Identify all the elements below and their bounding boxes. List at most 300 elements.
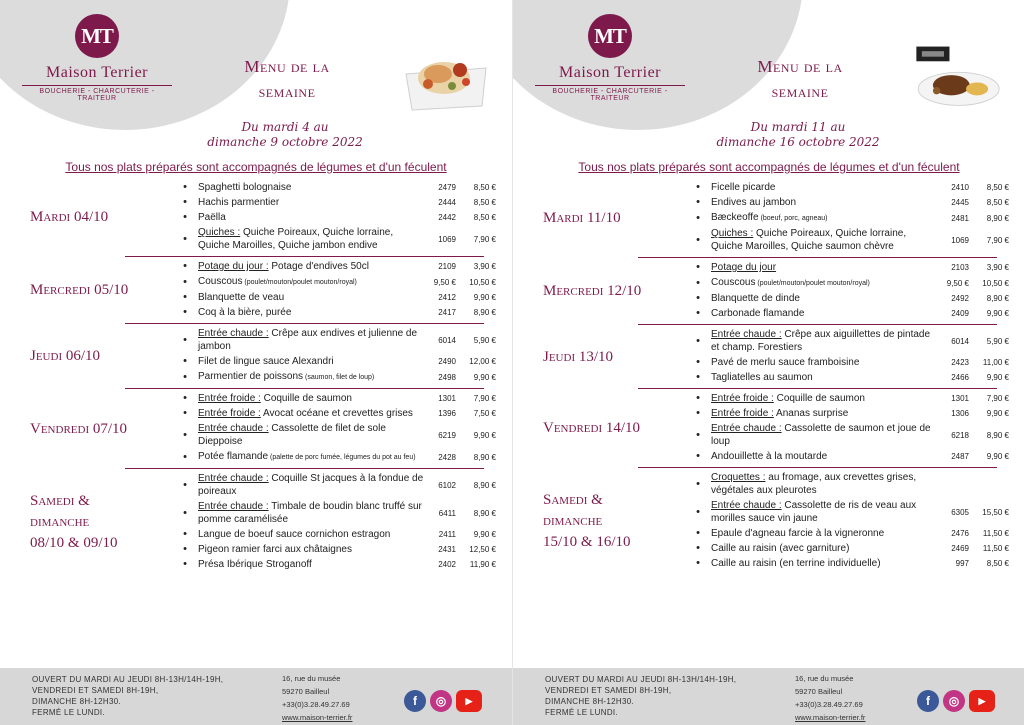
dish-price: 8,90 € (473, 480, 496, 490)
dish-price: 8,50 € (473, 183, 496, 192)
menu-title-line1: Menu de la (757, 57, 843, 76)
dish-list (172, 469, 500, 576)
dish-row (685, 498, 1013, 526)
bullet: • (183, 407, 187, 419)
dish-name (711, 261, 939, 274)
dish-code: 2445 (951, 198, 969, 207)
dish-name (711, 499, 939, 525)
bullet: • (696, 211, 700, 224)
dish-text: Spaghetti bolognaise (198, 182, 292, 193)
dish-code: 2410 (951, 183, 969, 192)
dish-category: Quiches : (198, 227, 241, 238)
menu-title-line2: semaine (258, 82, 316, 101)
dish-name (711, 557, 939, 570)
day-label (0, 257, 172, 324)
dish-name (711, 227, 939, 253)
opening-hours (545, 674, 785, 718)
dish-text: Cassolette de ris de veau aux morilles sauce vin jaune (711, 500, 917, 524)
dish-text: Crêpe aux endives et julienne de jambon (198, 328, 418, 352)
dish-code: 6102 (438, 480, 456, 490)
logo-tagline: BOUCHERIE - CHARCUTERIE - TRAITEUR (22, 85, 172, 102)
dish-name (711, 422, 939, 448)
dish-note: (saumon, filet de loup) (303, 374, 375, 381)
dish-code: 1396 (438, 409, 456, 418)
bullet: • (696, 261, 700, 273)
dish-price: 10,50 € (469, 277, 496, 287)
dates-line1: Du mardi 4 au (241, 120, 329, 134)
dish-name (711, 392, 939, 405)
day-section (513, 258, 1024, 325)
dish-category: Entrée froide : (198, 393, 261, 404)
dish-price: 9,90 € (986, 309, 1009, 318)
dish-row (685, 470, 1013, 498)
day-label (513, 468, 685, 575)
hours-line: OUVERT DU MARDI AU JEUDI 8H-13H/14H-19H, (32, 675, 224, 684)
facebook-icon[interactable]: f (917, 690, 939, 712)
dish-name (198, 528, 426, 541)
dish-price: 9,90 € (473, 372, 496, 382)
day-label (513, 325, 685, 389)
dish-price: 8,50 € (473, 213, 496, 222)
dish-price: 8,90 € (986, 213, 1009, 223)
dish-code: 6014 (438, 335, 456, 345)
dish-code: 2103 (951, 263, 969, 272)
dates-line1: Du mardi 11 au (750, 120, 846, 134)
dish-list (685, 389, 1013, 468)
bullet: • (696, 527, 700, 539)
dish-name (711, 407, 939, 420)
dish-name (198, 500, 426, 526)
day-label-line: Mercredi 05/10 (30, 282, 129, 298)
dish-list (685, 468, 1013, 575)
youtube-icon[interactable]: ▶ (456, 690, 482, 712)
dish-price: 9,90 € (473, 293, 496, 302)
dish-row (685, 556, 1013, 571)
dish-text: au fromage, aux crevettes grises, végétales aux pleurotes (711, 472, 917, 496)
bullet: • (696, 557, 700, 569)
dish-name (711, 471, 939, 497)
bullet: • (696, 307, 700, 319)
youtube-icon[interactable]: ▶ (969, 690, 995, 712)
dish-category: Croquettes : (711, 472, 766, 483)
dish-name (198, 226, 426, 252)
dish-row (685, 291, 1013, 306)
address-line2: 59270 Bailleul (282, 687, 330, 696)
dish-category: Potage du jour (711, 262, 777, 273)
dish-text: Crêpe aux aiguillettes de pintade et champ. Forestiers (711, 329, 931, 353)
dish-row (685, 541, 1013, 556)
dish-name (198, 450, 426, 464)
dish-price: 9,90 € (986, 452, 1009, 461)
dish-name (711, 196, 939, 209)
bullet: • (183, 333, 187, 346)
dish-category: Entrée chaude : (198, 423, 269, 434)
dish-price: 8,90 € (473, 508, 496, 518)
accompaniment-note: Tous nos plats préparés sont accompagnés de légumes et d'un féculent (578, 160, 960, 174)
bullet: • (183, 478, 187, 491)
day-label-line: Mardi 11/10 (543, 209, 621, 226)
dish-text: Couscous (198, 276, 243, 287)
dish-code: 2490 (438, 357, 456, 366)
bullet: • (696, 356, 700, 368)
bullet: • (696, 196, 700, 208)
dish-text: Couscous (711, 277, 756, 288)
dish-text: Andouillette à la moutarde (711, 451, 828, 462)
dish-text: Parmentier de poissons (198, 371, 304, 382)
footer (0, 668, 512, 725)
phone: +33(0)3.28.49.27.69 (282, 700, 350, 709)
dish-code: 2417 (438, 308, 456, 317)
dish-text: Blanquette de veau (198, 292, 285, 303)
dish-list (172, 178, 500, 257)
dish-list (172, 257, 500, 324)
dish-code: 2481 (951, 213, 969, 223)
website-link[interactable]: www.maison-terrier.fr (795, 713, 866, 722)
dish-text: Pavé de merlu sauce framboisine (711, 357, 860, 368)
dish-price: 5,90 € (473, 335, 496, 345)
dish-price: 7,90 € (473, 394, 496, 403)
dish-row (685, 327, 1013, 355)
dish-category: Quiches : (711, 228, 754, 239)
menu-title-line2: semaine (771, 82, 829, 101)
dish-row (685, 180, 1013, 195)
hours-line: VENDREDI ET SAMEDI 8H-19H, (32, 686, 159, 695)
bullet: • (183, 181, 187, 193)
dish-text: Filet de lingue sauce Alexandri (198, 356, 334, 367)
dish-text: Timbale de boudin blanc truffé sur pomme caramélisée (198, 501, 422, 525)
dish-category: Entrée chaude : (198, 473, 269, 484)
dish-row (172, 406, 500, 421)
social-links (404, 690, 482, 712)
dish-code: 6014 (951, 336, 969, 346)
dish-row (172, 391, 500, 406)
facebook-icon[interactable]: f (404, 690, 426, 712)
hours-line: FERMÉ LE LUNDI. (545, 708, 618, 717)
dish-text: Tagliatelles au saumon (711, 372, 813, 383)
bullet: • (183, 232, 187, 245)
dish-name (711, 527, 939, 540)
day-label (513, 389, 685, 468)
hours-line: OUVERT DU MARDI AU JEUDI 8H-13H/14H-19H, (545, 675, 737, 684)
bullet: • (183, 196, 187, 208)
dish-price: 11,50 € (982, 544, 1009, 553)
dish-price: 8,50 € (473, 198, 496, 207)
dish-category: Potage du jour : (198, 261, 269, 272)
dish-row (685, 421, 1013, 449)
dish-price: 3,90 € (986, 263, 1009, 272)
dish-text: Pigeon ramier farci aux châtaignes (198, 544, 352, 555)
day-label-line: Jeudi 13/10 (543, 348, 614, 365)
dish-text: Endives au jambon (711, 197, 797, 208)
day-label-line: Vendredi 07/10 (30, 420, 128, 437)
day-label-line: Vendredi 14/10 (543, 420, 641, 436)
dish-text: Quiche Poireaux, Quiche lorraine, Quiche Maroilles, Quiche saumon chèvre (711, 228, 907, 252)
dish-name (711, 276, 939, 290)
dish-text: Potée flamande (198, 451, 269, 462)
dish-price: 7,90 € (473, 234, 496, 244)
day-section (0, 469, 512, 576)
dish-code: 1301 (438, 394, 456, 403)
bullet: • (183, 543, 187, 555)
day-label (0, 469, 172, 576)
day-section (513, 468, 1024, 575)
footer (513, 668, 1024, 725)
day-list (513, 178, 1024, 575)
dish-code: 1069 (951, 235, 969, 245)
dish-name (198, 392, 426, 405)
dish-text: Coquille St jacques à la fondue de poireaux (198, 473, 424, 497)
address-line2: 59270 Bailleul (795, 687, 843, 696)
dish-price: 9,90 € (473, 430, 496, 440)
dish-code: 2442 (438, 213, 456, 222)
dish-photo (909, 40, 1001, 112)
menu-title (735, 54, 865, 104)
bullet: • (183, 355, 187, 367)
dish-code: 2412 (438, 293, 456, 302)
dish-row (172, 274, 500, 290)
menu-dates (200, 120, 370, 150)
logo-tagline: BOUCHERIE - CHARCUTERIE - TRAITEUR (535, 85, 685, 102)
dish-code: 997 (955, 559, 969, 568)
dish-category: Entrée chaude : (198, 501, 269, 512)
dish-text: Coq à la bière, purée (198, 307, 292, 318)
dish-price: 9,90 € (473, 530, 496, 539)
dish-text: Caille au raisin (en terrine individuelle) (711, 558, 881, 569)
dish-code: 9,50 € (946, 278, 969, 288)
dish-row (685, 226, 1013, 254)
day-section (513, 178, 1024, 258)
dish-row (172, 557, 500, 572)
dish-row (685, 370, 1013, 385)
accompaniment-note: Tous nos plats préparés sont accompagnés de légumes et d'un féculent (65, 160, 447, 174)
bullet: • (696, 371, 700, 383)
dish-name (198, 472, 426, 498)
dish-name (198, 196, 426, 209)
dish-text: Langue de boeuf sauce cornichon estragon (198, 529, 391, 540)
dish-price: 8,50 € (986, 183, 1009, 192)
dish-price: 11,00 € (982, 358, 1009, 367)
bullet: • (183, 392, 187, 404)
day-label-line: Samedi & (543, 492, 603, 508)
instagram-icon[interactable]: ◎ (430, 690, 452, 712)
dish-text: Bæckeoffe (711, 212, 759, 223)
day-section (0, 324, 512, 389)
dish-text: Avocat océane et crevettes grises (260, 408, 413, 419)
dish-code: 2487 (951, 452, 969, 461)
hours-line: DIMANCHE 8H-12H30. (545, 697, 634, 706)
day-label-line: 08/10 & 09/10 (30, 535, 118, 551)
dish-list (685, 325, 1013, 389)
bullet: • (183, 260, 187, 272)
dish-price: 10,50 € (982, 278, 1009, 288)
dish-name (198, 407, 426, 420)
dish-text: Ficelle picarde (711, 182, 776, 193)
dish-text: Hachis parmentier (198, 197, 280, 208)
dish-price: 11,50 € (982, 529, 1009, 538)
dish-text: Epaule d'agneau farcie à la vigneronne (711, 528, 885, 539)
dish-text: Blanquette de dinde (711, 293, 800, 304)
day-section (0, 178, 512, 257)
dish-row (685, 526, 1013, 541)
dish-category: Entrée froide : (711, 393, 774, 404)
bullet: • (183, 450, 187, 463)
dish-name (198, 306, 426, 319)
dish-price: 7,50 € (473, 409, 496, 418)
dish-price: 9,90 € (986, 373, 1009, 382)
website-link[interactable]: www.maison-terrier.fr (282, 713, 353, 722)
menu-title-line1: Menu de la (244, 57, 330, 76)
dish-text: Quiche Poireaux, Quiche lorraine, Quiche Maroilles, Quiche jambon endive (198, 227, 394, 251)
dish-category: Entrée chaude : (711, 500, 782, 511)
dish-row (685, 406, 1013, 421)
bullet: • (696, 505, 700, 518)
dish-price: 8,90 € (473, 452, 496, 462)
day-label (0, 389, 172, 469)
dish-code: 1301 (951, 394, 969, 403)
opening-hours (32, 674, 272, 718)
dish-row (685, 195, 1013, 210)
dish-row (685, 210, 1013, 226)
bullet: • (183, 291, 187, 303)
bullet: • (696, 292, 700, 304)
dish-row (685, 355, 1013, 370)
dish-code: 2402 (438, 560, 456, 569)
dish-row (172, 527, 500, 542)
bullet: • (696, 450, 700, 462)
instagram-icon[interactable]: ◎ (943, 690, 965, 712)
logo (535, 14, 685, 102)
day-section (513, 389, 1024, 468)
dish-name (198, 355, 426, 368)
dish-row (172, 290, 500, 305)
dish-category: Entrée chaude : (198, 328, 269, 339)
dish-note: (poulet/mouton/poulet mouton/royal) (242, 279, 357, 286)
dish-name (198, 291, 426, 304)
dish-list (172, 324, 500, 389)
bullet: • (183, 558, 187, 570)
day-label-line: Jeudi 06/10 (30, 348, 101, 364)
dish-price: 8,50 € (986, 198, 1009, 207)
dish-category: Entrée chaude : (711, 329, 782, 340)
dish-price: 7,90 € (986, 235, 1009, 245)
dish-name (198, 370, 426, 384)
bullet: • (183, 428, 187, 441)
menu-title (222, 54, 352, 104)
bullet: • (696, 334, 700, 347)
dish-name (711, 181, 939, 194)
dish-code: 2492 (951, 294, 969, 303)
dish-row (685, 391, 1013, 406)
dish-note: (poulet/mouton/poulet mouton/royal) (755, 280, 870, 287)
dish-row (172, 499, 500, 527)
hours-line: FERMÉ LE LUNDI. (32, 708, 105, 717)
dish-name (198, 181, 426, 194)
logo-monogram: MT (75, 14, 119, 58)
address-line1: 16, rue du musée (282, 674, 341, 683)
dish-category: Entrée froide : (711, 408, 774, 419)
bullet: • (696, 233, 700, 246)
dish-code: 2411 (438, 530, 456, 539)
dates-line2: dimanche 16 octobre 2022 (716, 135, 880, 149)
dish-name (198, 558, 426, 571)
dish-row (685, 275, 1013, 291)
dish-price: 8,50 € (986, 559, 1009, 568)
dish-name (711, 307, 939, 320)
day-label-line: Mardi 04/10 (30, 209, 109, 225)
day-section (0, 257, 512, 324)
menu-dates (713, 120, 883, 150)
bullet: • (183, 275, 187, 288)
dish-price: 7,90 € (986, 394, 1009, 403)
dish-list (685, 178, 1013, 258)
dish-category: Entrée chaude : (711, 423, 782, 434)
bullet: • (696, 407, 700, 419)
dish-code: 6219 (438, 430, 456, 440)
dish-name (711, 328, 939, 354)
dish-name (198, 211, 426, 224)
day-label-line: 15/10 & 16/10 (543, 534, 631, 550)
dish-name (198, 260, 426, 273)
bullet: • (183, 211, 187, 223)
dish-name (198, 422, 426, 448)
dish-row (172, 471, 500, 499)
dish-code: 2431 (438, 545, 456, 554)
dish-text: Cassolette de filet de sole Dieppoise (198, 423, 386, 447)
bullet: • (696, 276, 700, 289)
social-links (917, 690, 995, 712)
day-list (0, 178, 512, 576)
dish-row (172, 259, 500, 274)
dish-price: 8,90 € (986, 294, 1009, 303)
dish-code: 6218 (951, 430, 969, 440)
day-label (513, 178, 685, 258)
dish-row (685, 260, 1013, 275)
bullet: • (183, 528, 187, 540)
dish-price: 15,50 € (982, 507, 1009, 517)
dish-list (172, 389, 500, 469)
bullet: • (183, 370, 187, 383)
dish-name (711, 292, 939, 305)
dish-row (172, 542, 500, 557)
menu-week-2 (512, 0, 1024, 725)
dish-row (172, 354, 500, 369)
day-label-line: Samedi & (30, 493, 90, 509)
bullet: • (696, 477, 700, 490)
dish-text: Potage d'endives 50cl (268, 261, 369, 272)
day-label (513, 258, 685, 325)
day-label-line: Mercredi 12/10 (543, 283, 642, 299)
dish-name (711, 450, 939, 463)
dish-row (172, 421, 500, 449)
dish-text: Cassolette de saumon et joue de loup (711, 423, 931, 447)
logo (22, 14, 172, 102)
dish-note: (palette de porc fumée, légumes du pot au feu) (268, 454, 416, 461)
dish-price: 11,90 € (469, 560, 496, 569)
logo-monogram: MT (588, 14, 632, 58)
dish-price: 3,90 € (473, 262, 496, 271)
bullet: • (183, 306, 187, 318)
dish-code: 2409 (951, 309, 969, 318)
bullet: • (696, 181, 700, 193)
dish-row (172, 449, 500, 465)
logo-name: Maison Terrier (46, 64, 148, 81)
dish-price: 12,00 € (469, 357, 496, 366)
dish-code: 2466 (951, 373, 969, 382)
dish-row (685, 306, 1013, 321)
dish-price: 9,90 € (986, 409, 1009, 418)
dish-text: Ananas surprise (773, 408, 849, 419)
dish-name (711, 356, 939, 369)
